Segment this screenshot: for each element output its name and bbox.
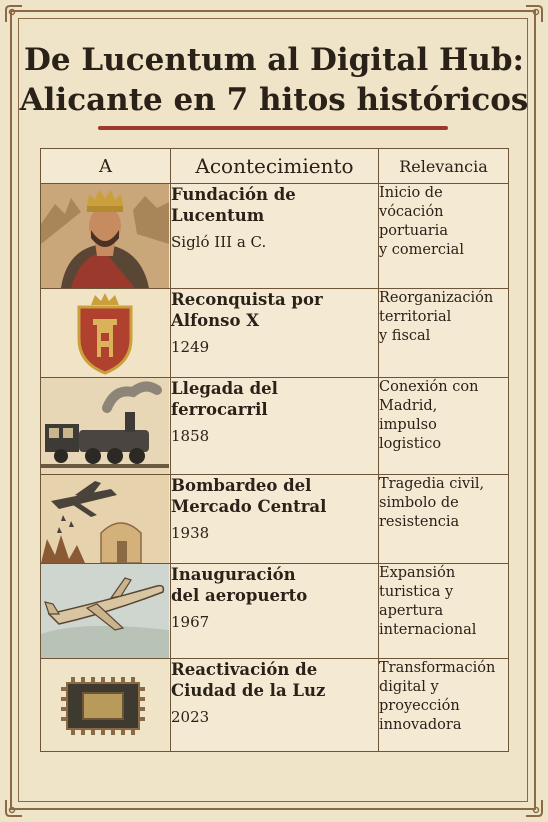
relevance-cell (379, 475, 509, 564)
relevance-line: y fiscal (379, 328, 431, 344)
relevance-cell (379, 378, 509, 475)
corner-ornament-icon (4, 4, 24, 24)
page-title (0, 40, 548, 120)
milestones-table (40, 148, 509, 752)
header-image: A (41, 149, 171, 184)
relevance-line: Inicio de (379, 185, 443, 201)
relevance-line: territorial (379, 309, 452, 325)
table-row (41, 378, 509, 475)
event-name-line-2: del aeropuerto (171, 586, 308, 605)
corner-ornament-icon (524, 4, 544, 24)
roman-soldier-icon (41, 184, 171, 289)
steam-train-icon (41, 378, 171, 475)
title-line-1: De Lucentum al Digital Hub: (23, 42, 524, 78)
event-date: 1249 (171, 338, 210, 356)
event-name-line-2: Lucentum (171, 206, 265, 225)
event-name-line-2: Mercado Central (171, 497, 327, 516)
event-cell (171, 184, 379, 289)
relevance-line: Reorganización (379, 290, 494, 306)
relevance-line: internacional (379, 622, 477, 638)
bomber-plane-icon (41, 475, 171, 564)
title-divider (98, 126, 448, 130)
relevance-line: digital y (379, 679, 439, 695)
relevance-line: turistica y (379, 584, 454, 600)
relevance-line: vócación (379, 204, 444, 220)
relevance-line: portuaria (379, 223, 448, 239)
table-row (41, 659, 509, 752)
event-name-line-2: ferrocarril (171, 400, 268, 419)
relevance-cell (379, 184, 509, 289)
header-relevance: Relevancia (379, 149, 509, 184)
relevance-line: Transformación (379, 660, 496, 676)
relevance-cell (379, 659, 509, 752)
event-cell (171, 564, 379, 659)
relevance-line: Tragedia civil, (379, 476, 485, 492)
coat-of-arms-icon (41, 289, 171, 378)
corner-ornament-icon (4, 798, 24, 818)
table-header-row (41, 149, 509, 184)
event-name: Inauguración (171, 565, 296, 584)
relevance-line: y comercial (379, 242, 464, 258)
event-cell (171, 659, 379, 752)
relevance-cell (379, 564, 509, 659)
event-name-line-2: Ciudad de la Luz (171, 681, 326, 700)
event-date: 2023 (171, 708, 210, 726)
relevance-line: simbolo de (379, 495, 459, 511)
relevance-cell (379, 289, 509, 378)
event-cell (171, 475, 379, 564)
relevance-line: innovadora (379, 717, 462, 733)
event-date: 1938 (171, 524, 210, 542)
relevance-line: Conexión con (379, 379, 479, 395)
event-date: Sigló III a C. (171, 233, 267, 251)
relevance-line: apertura (379, 603, 444, 619)
event-name: Bombardeo del (171, 476, 312, 495)
corner-ornament-icon (524, 798, 544, 818)
table-row (41, 184, 509, 289)
microchip-icon (41, 659, 171, 752)
relevance-line: resistencia (379, 514, 460, 530)
event-name: Reconquista por (171, 290, 323, 309)
event-date: 1967 (171, 613, 210, 631)
relevance-line: proyección (379, 698, 460, 714)
table-row (41, 475, 509, 564)
header-event: Acontecimiento (171, 149, 379, 184)
event-cell (171, 378, 379, 475)
relevance-line: Expansión (379, 565, 456, 581)
event-name: Fundación de (171, 185, 296, 204)
relevance-line: impulso (379, 417, 437, 433)
table-row (41, 289, 509, 378)
airliner-icon (41, 564, 171, 659)
event-name: Llegada del (171, 379, 278, 398)
event-name: Reactivación de (171, 660, 318, 679)
event-date: 1858 (171, 427, 210, 445)
relevance-line: Madrid, (379, 398, 438, 414)
table-row (41, 564, 509, 659)
event-cell (171, 289, 379, 378)
relevance-line: logistico (379, 436, 442, 452)
event-name-line-2: Alfonso X (171, 311, 260, 330)
title-line-2: Alicante en 7 hitos históricos (19, 82, 529, 118)
